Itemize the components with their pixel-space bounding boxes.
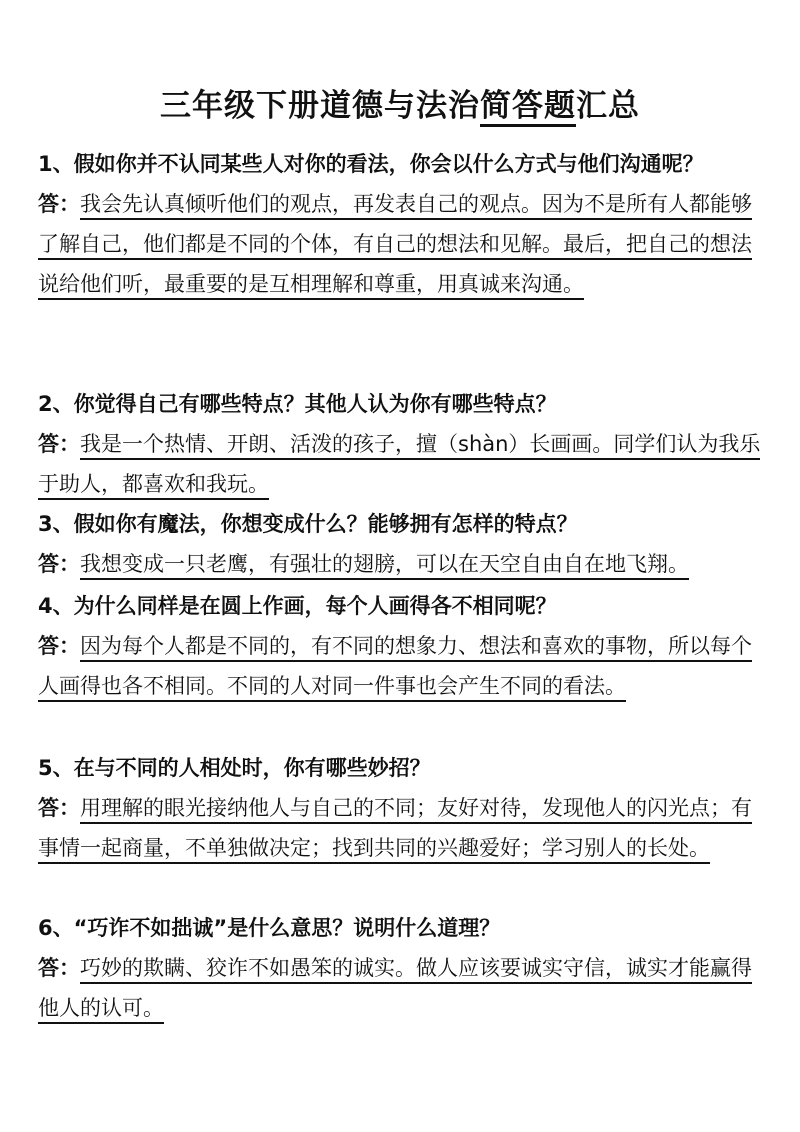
qa-item-3 — [38, 504, 766, 584]
answer-label: 答： — [38, 796, 80, 820]
answer-4-text: 因为每个人都是不同的，有不同的想象力、想法和喜欢的事物，所以每个人画得也各不相同。不同的人对同一件事也会产生不同的看法。 — [38, 634, 752, 702]
title-part-1: 三年级下册道德与法治 — [160, 88, 480, 124]
question-3: 3、假如你有魔法，你想变成什么？能够拥有怎样的特点？ — [38, 512, 578, 536]
answer-5 — [38, 788, 766, 868]
answer-2-text: 我是一个热情、开朗、活泼的孩子，擅（shàn）长画画。同学们认为我乐于助人，都喜欢和我玩。 — [38, 432, 760, 500]
question-5: 5、在与不同的人相处时，你有哪些妙招？ — [38, 756, 431, 780]
question-1: 1、假如你并不认同某些人对你的看法，你会以什么方式与他们沟通呢？ — [38, 152, 704, 176]
answer-1 — [38, 184, 766, 304]
answer-label: 答： — [38, 432, 80, 456]
qa-item-1 — [38, 144, 766, 304]
answer-4 — [38, 626, 766, 706]
title-part-2-underlined: 简答题 — [480, 88, 576, 127]
answer-3 — [38, 544, 766, 584]
qa-item-6 — [38, 908, 766, 1028]
answer-6-text: 巧妙的欺瞒、狡诈不如愚笨的诚实。做人应该要诚实守信，诚实才能赢得他人的认可。 — [38, 956, 752, 1024]
answer-label: 答： — [38, 192, 80, 216]
answer-5-text: 用理解的眼光接纳他人与自己的不同；友好对待，发现他人的闪光点；有事情一起商量，不单独做决定；找到共同的兴趣爱好；学习别人的长处。 — [38, 796, 752, 864]
answer-label: 答： — [38, 552, 80, 576]
qa-item-2 — [38, 384, 766, 504]
question-4: 4、为什么同样是在圆上作画，每个人画得各不相同呢？ — [38, 594, 557, 618]
answer-1-text: 我会先认真倾听他们的观点，再发表自己的观点。因为不是所有人都能够了解自己，他们都是不同的个体，有自己的想法和见解。最后，把自己的想法说给他们听，最重要的是互相理解和尊重，用真诚来沟通。 — [38, 192, 752, 300]
title-part-3: 汇总 — [576, 88, 640, 124]
answer-6 — [38, 948, 766, 1028]
answer-2 — [38, 424, 766, 504]
answer-label: 答： — [38, 634, 80, 658]
answer-3-text: 我想变成一只老鹰，有强壮的翅膀，可以在天空自由自在地飞翔。 — [80, 552, 689, 580]
question-6: 6、“巧诈不如拙诚”是什么意思？说明什么道理？ — [38, 916, 501, 940]
qa-item-4 — [38, 586, 766, 706]
page-title — [0, 84, 800, 128]
answer-label: 答： — [38, 956, 80, 980]
qa-item-5 — [38, 748, 766, 868]
question-2: 2、你觉得自己有哪些特点？其他人认为你有哪些特点？ — [38, 392, 557, 416]
